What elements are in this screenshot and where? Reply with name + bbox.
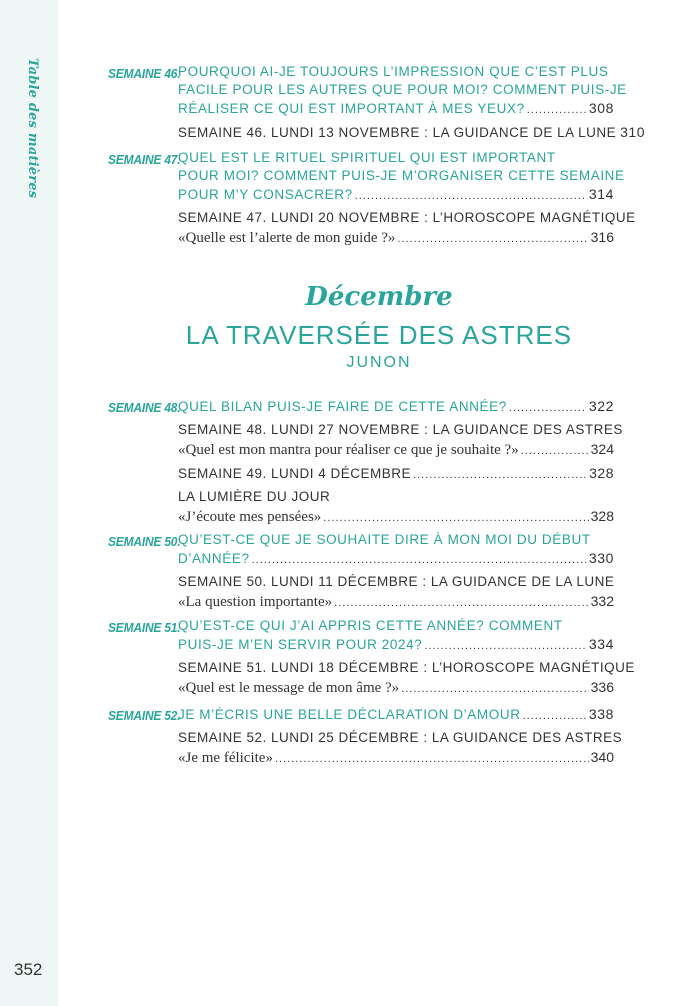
- question-text: POUR MOI? COMMENT PUIS-JE M’ORGANISER CETTE SEMAINE: [178, 168, 625, 183]
- month-script-title: Décembre: [305, 282, 453, 312]
- leader-dots: [523, 710, 587, 722]
- sub-entry-quote: «Quelle est l’alerte de mon guide ?»: [178, 230, 396, 246]
- question-text: POUR M’Y CONSACRER?: [178, 187, 353, 202]
- toc-sub-entry-title[interactable]: [178, 422, 623, 442]
- week-label: SEMAINE 47.: [108, 152, 181, 167]
- leader-dots: [521, 445, 589, 457]
- toc-sub-entry[interactable]: [178, 465, 614, 485]
- leader-dots: [275, 753, 589, 765]
- leader-dots: [323, 512, 588, 524]
- toc-question-line[interactable]: [178, 150, 614, 170]
- month-subtitle: JUNON: [346, 354, 412, 371]
- sub-entry-quote: «Quel est le message de mon âme ?»: [178, 680, 400, 696]
- sub-entry-text: SEMAINE 48. LUNDI 27 NOVEMBRE : LA GUIDANCE DES ASTRES: [178, 422, 623, 437]
- page-ref: 310: [620, 124, 645, 140]
- question-text: POURQUOI AI-JE TOUJOURS L’IMPRESSION QUE C’EST PLUS: [178, 64, 609, 79]
- page-ref: 336: [590, 679, 614, 695]
- leader-dots: [509, 402, 587, 414]
- toc-sub-entry[interactable]: [178, 441, 614, 461]
- page-ref: 314: [588, 186, 614, 202]
- toc-sub-entry[interactable]: [178, 679, 614, 699]
- question-text: PUIS-JE M’EN SERVIR POUR 2024?: [178, 637, 423, 652]
- toc-sub-entry[interactable]: [178, 749, 614, 769]
- toc-sub-entry-title[interactable]: [178, 210, 636, 230]
- toc-sub-entry[interactable]: [178, 593, 614, 613]
- sub-entry-text: LA LUMIÈRE DU JOUR: [178, 489, 331, 504]
- month-title: LA TRAVERSÉE DES ASTRES: [185, 320, 573, 350]
- sub-entry-quote: «La question importante»: [178, 594, 333, 610]
- sub-entry-text: SEMAINE 52. LUNDI 25 DÉCEMBRE : LA GUIDANCE DES ASTRES: [178, 730, 623, 745]
- toc-sub-entry-title[interactable]: [178, 489, 614, 509]
- sub-entry-text: SEMAINE 46. LUNDI 13 NOVEMBRE : LA GUIDANCE DE LA LUNE: [178, 125, 617, 140]
- page-ref: 328: [589, 465, 614, 481]
- page-ref: 316: [590, 229, 614, 245]
- leader-dots: [413, 469, 587, 481]
- page-ref: 340: [590, 749, 614, 765]
- toc-question-line[interactable]: [178, 706, 614, 726]
- leader-dots: [334, 597, 589, 609]
- toc-sub-entry-title[interactable]: [178, 660, 635, 680]
- sub-entry-text: SEMAINE 49. LUNDI 4 DÉCEMBRE: [178, 466, 412, 481]
- toc-question-line[interactable]: [178, 398, 614, 418]
- toc-sub-entry-title[interactable]: [178, 574, 614, 594]
- question-text: RÉALISER CE QUI EST IMPORTANT À MES YEUX?: [178, 101, 525, 116]
- toc-question-line[interactable]: [178, 186, 614, 206]
- sidebar-title: Table des matières: [25, 58, 40, 199]
- sub-entry-quote: «Quel est mon mantra pour réaliser ce que je souhaite ?»: [178, 442, 519, 458]
- toc-sub-entry[interactable]: [178, 508, 614, 528]
- question-text: QUEL BILAN PUIS-JE FAIRE DE CETTE ANNÉE?: [178, 399, 507, 414]
- page-ref: 322: [588, 398, 614, 414]
- leader-dots: [527, 104, 587, 116]
- page-ref: 338: [588, 706, 614, 722]
- toc-question-line[interactable]: [178, 636, 614, 656]
- question-text: FACILE POUR LES AUTRES QUE POUR MOI? COMMENT PUIS-JE: [178, 82, 627, 97]
- page-ref: 330: [588, 550, 614, 566]
- question-text: JE M’ÉCRIS UNE BELLE DÉCLARATION D’AMOUR: [178, 707, 521, 722]
- sub-entry-quote: «J’écoute mes pensées»: [178, 509, 322, 525]
- page-ref: 334: [588, 636, 614, 652]
- toc-question-line[interactable]: [178, 532, 614, 552]
- toc-question-line[interactable]: [178, 64, 614, 84]
- leader-dots: [397, 233, 588, 245]
- toc-sub-entry-title[interactable]: [178, 730, 623, 750]
- sub-entry-quote: «Je me félicite»: [178, 750, 273, 766]
- question-text: QU’EST-CE QUE JE SOUHAITE DIRE À MON MOI DU DÉBUT: [178, 532, 591, 547]
- sub-entry-text: SEMAINE 50. LUNDI 11 DÉCEMBRE : LA GUIDANCE DE LA LUNE: [178, 574, 615, 589]
- sidebar-band: [0, 0, 58, 1006]
- toc-sub-entry[interactable]: [178, 229, 614, 249]
- toc-sub-entry[interactable]: [178, 124, 645, 144]
- page-ref: 328: [590, 508, 614, 524]
- leader-dots: [401, 683, 588, 695]
- question-text: QU’EST-CE QUI J’AI APPRIS CETTE ANNÉE? COMMENT: [178, 618, 563, 633]
- week-label: SEMAINE 51.: [108, 620, 181, 635]
- leader-dots: [424, 640, 587, 652]
- week-label: SEMAINE 48.: [108, 400, 181, 415]
- week-label: SEMAINE 46.: [108, 66, 181, 81]
- toc-question-line[interactable]: [178, 82, 627, 102]
- page-ref: 324: [590, 441, 614, 457]
- page-number: 352: [14, 960, 43, 979]
- page-ref: 308: [588, 100, 614, 116]
- toc-entries: [108, 0, 645, 1006]
- question-text: QUEL EST LE RITUEL SPIRITUEL QUI EST IMPORTANT: [178, 150, 556, 165]
- week-label: SEMAINE 52.: [108, 708, 181, 723]
- question-text: D’ANNÉE?: [178, 551, 250, 566]
- toc-question-line[interactable]: [178, 618, 614, 638]
- toc-question-line[interactable]: [178, 100, 614, 120]
- toc-question-line[interactable]: [178, 168, 625, 188]
- leader-dots: [252, 554, 587, 566]
- week-label: SEMAINE 50.: [108, 534, 181, 549]
- page-ref: 332: [590, 593, 614, 609]
- toc-question-line[interactable]: [178, 550, 614, 570]
- sub-entry-text: SEMAINE 47. LUNDI 20 NOVEMBRE : L’HOROSCOPE MAGNÉTIQUE: [178, 210, 636, 225]
- leader-dots: [355, 190, 587, 202]
- sub-entry-text: SEMAINE 51. LUNDI 18 DÉCEMBRE : L’HOROSCOPE MAGNÉTIQUE: [178, 660, 635, 675]
